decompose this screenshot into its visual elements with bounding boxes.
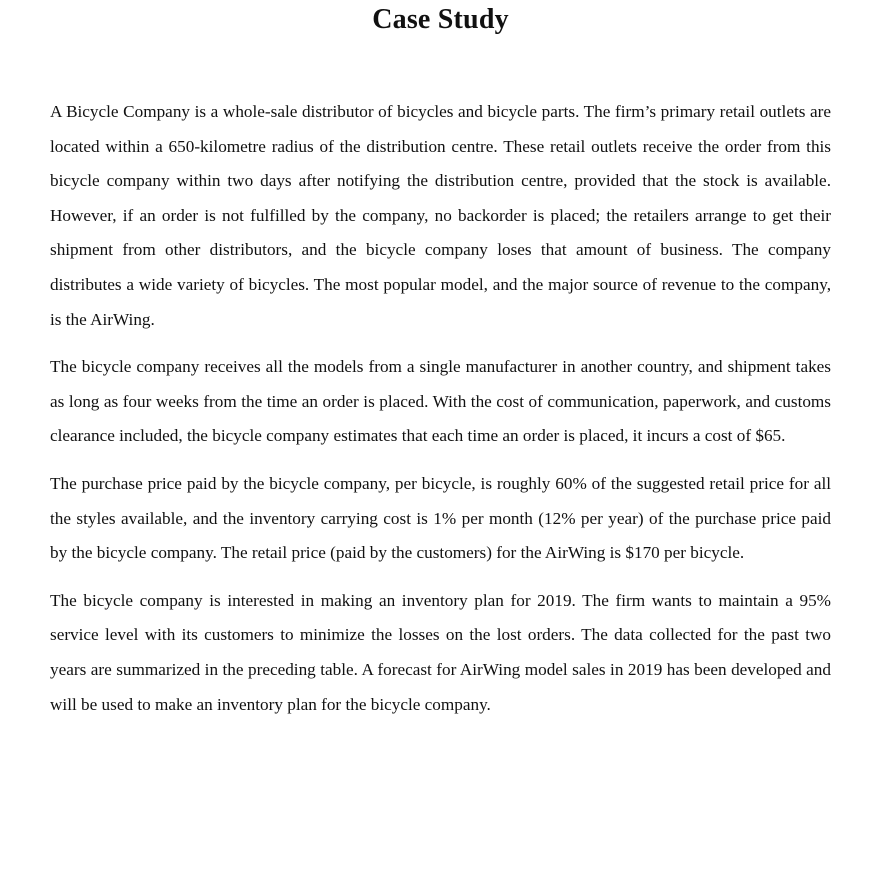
paragraph-pricing-costs: The purchase price paid by the bicycle company, per bicycle, is roughly 60% of the suggested retail price for all the styles available, and the inventory carrying cost is 1% per month (12% per year) of the purchase price paid by the bicycle company. The retail price (paid by the customers) for the AirWing is $170 per bicycle. (50, 473, 831, 563)
paragraph-supplier-shipment: The bicycle company receives all the models from a single manufacturer in another country, and shipment takes as long as four weeks from the time an order is placed. With the cost of communication, paperwork, and customs clearance included, the bicycle company estimates that each time an order is placed, it incurs a cost of $65. (50, 357, 831, 446)
paragraph-company-overview: A Bicycle Company is a whole-sale distributor of bicycles and bicycle parts. The firm’s primary retail outlets are located within a 650-kilometre radius of the distribution centre. These retail outlets receive the order from this bicycle company within two days after notifying the distribution centre, provided that the stock is available. However, if an order is not fulfilled by the company, no backorder is placed; the retailers arrange to get their shipment from other distributors, and the bicycle company loses that amount of business. The company distributes a wide variety of bicycles. The most popular model, and the major source of revenue to the company, is the AirWing. (50, 102, 831, 329)
paragraph-inventory-plan: The bicycle company is interested in making an inventory plan for 2019. The firm wants to maintain a 95% service level with its customers to minimize the losses on the lost orders. The data collected for the past two years are summarized in the preceding table. A forecast for AirWing model sales in 2019 has been developed and will be used to make an inventory plan for the bicycle company. (50, 590, 831, 714)
page-title: Case Study (372, 4, 509, 35)
document-body (50, 95, 831, 722)
